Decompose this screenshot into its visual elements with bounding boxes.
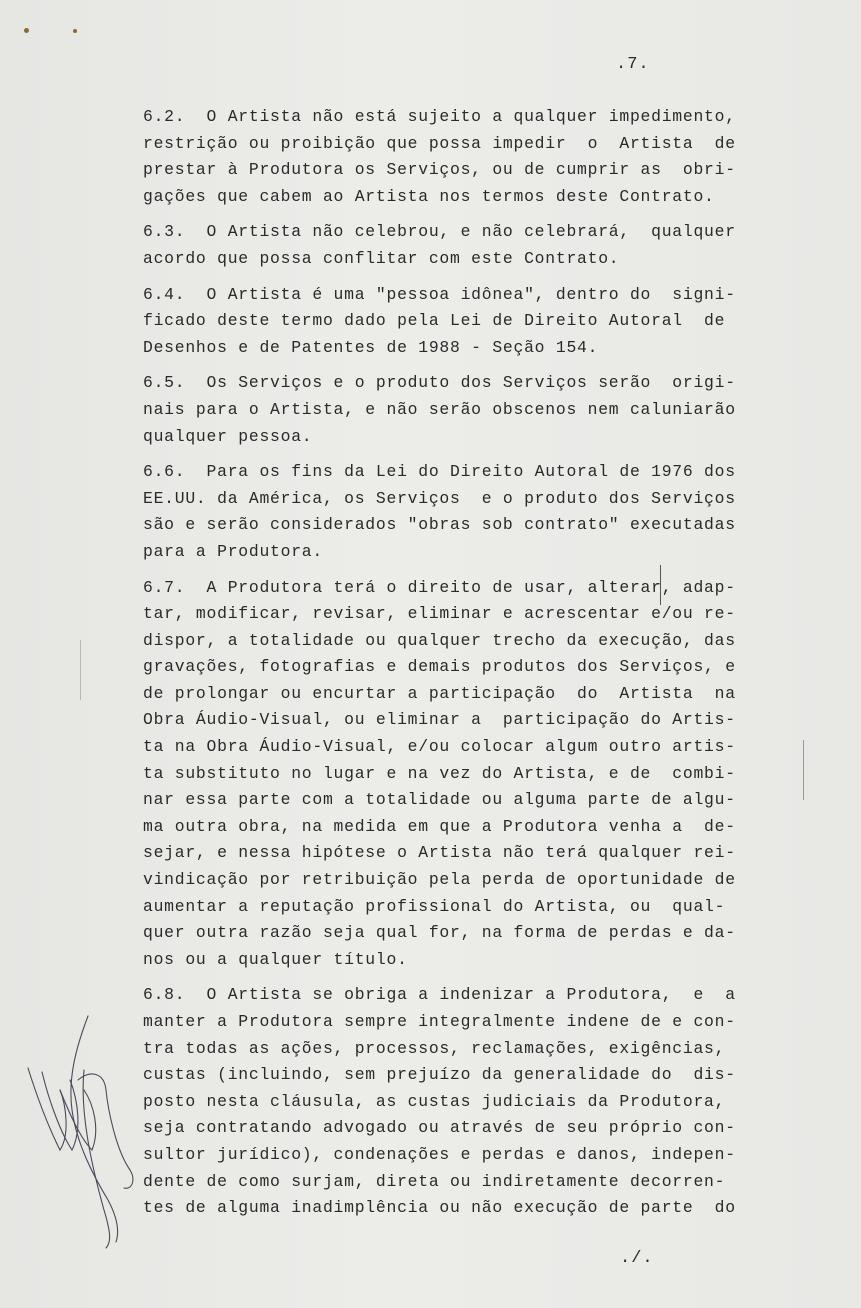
text-line: 6.2. O Artista não está sujeito a qualquer impedimento, — [143, 107, 736, 126]
text-line: nos ou a qualquer título. — [143, 949, 408, 969]
paper-speck — [73, 29, 77, 33]
scan-artifact-line — [803, 740, 804, 800]
text-line: ma outra obra, na medida em que a Produtora venha a de- — [143, 816, 736, 836]
clause-6-5 — [143, 370, 743, 450]
text-line: para a Produtora. — [143, 541, 323, 561]
text-line: 6.5. Os Serviços e o produto dos Serviços serão origi- — [143, 373, 736, 393]
text-line: 6.7. A Produtora terá o direito de usar, alterar, adap- — [143, 577, 736, 597]
text-line: 6.6. Para os fins da Lei do Direito Autoral de 1976 dos — [143, 462, 736, 482]
text-line: tar, modificar, revisar, eliminar e acrescentar e/ou re- — [143, 604, 736, 624]
text-line: Obra Áudio-Visual, ou eliminar a participação do Artis- — [143, 710, 736, 730]
text-line: são e serão considerados "obras sob contrato" executadas — [143, 515, 736, 535]
text-line: ta na Obra Áudio-Visual, e/ou colocar algum outro artis- — [143, 737, 736, 757]
page-number: .7. — [616, 55, 650, 74]
clause-6-2 — [143, 104, 743, 210]
text-line: ficado deste termo dado pela Lei de Direito Autoral de — [143, 311, 726, 331]
clause-6-4 — [143, 282, 743, 362]
text-line: prestar à Produtora os Serviços, ou de cumprir as obri- — [143, 160, 736, 180]
text-line: de prolongar ou encurtar a participação do Artista na — [143, 683, 736, 703]
text-line: sultor jurídico), condenações e perdas e danos, indepen- — [143, 1144, 736, 1164]
text-line: tes de alguma inadimplência ou não execução de parte do — [143, 1198, 736, 1218]
text-line: vindicação por retribuição pela perda de oportunidade de — [143, 870, 736, 890]
clause-6-3 — [143, 219, 743, 272]
contract-body — [143, 104, 743, 1231]
text-line: tra todas as ações, processos, reclamações, exigências, — [143, 1038, 726, 1058]
clause-6-7 — [143, 575, 743, 974]
text-line: gravações, fotografias e demais produtos dos Serviços, e — [143, 657, 736, 677]
text-line: custas (incluindo, sem prejuízo da generalidade do dis- — [143, 1065, 736, 1085]
text-line: dispor, a totalidade ou qualquer trecho da execução, das — [143, 630, 736, 650]
text-line: aumentar a reputação profissional do Artista, ou qual- — [143, 896, 726, 916]
text-line: EE.UU. da América, os Serviços e o produto dos Serviços — [143, 488, 736, 508]
text-line: quer outra razão seja qual for, na forma de perdas e da- — [143, 923, 736, 943]
text-line: seja contratando advogado ou através de seu próprio con- — [143, 1118, 736, 1138]
text-line: qualquer pessoa. — [143, 426, 313, 446]
text-line: manter a Produtora sempre integralmente indene de e con- — [143, 1012, 736, 1031]
text-line: posto nesta cláusula, as custas judiciais da Produtora, — [143, 1091, 726, 1111]
text-line: nar essa parte com a totalidade ou alguma parte de algu- — [143, 790, 736, 810]
text-line: gações que cabem ao Artista nos termos deste Contrato. — [143, 186, 715, 206]
text-line: restrição ou proibição que possa impedir o Artista de — [143, 133, 736, 153]
clause-6-6 — [143, 459, 743, 565]
clause-6-8 — [143, 982, 743, 1221]
text-line: acordo que possa conflitar com este Contrato. — [143, 248, 620, 268]
handwritten-signature — [20, 1010, 140, 1250]
text-line: nais para o Artista, e não serão obscenos nem caluniarão — [143, 399, 736, 419]
scan-artifact-line — [80, 640, 81, 700]
text-line: ta substituto no lugar e na vez do Artista, e de combi- — [143, 763, 736, 783]
paper-speck — [24, 28, 29, 33]
text-line: dente de como surjam, direta ou indiretamente decorren- — [143, 1171, 726, 1191]
text-line: Desenhos e de Patentes de 1988 - Seção 154. — [143, 337, 599, 357]
text-line: 6.8. O Artista se obriga a indenizar a Produtora, e a — [143, 985, 736, 1005]
text-line: 6.4. O Artista é uma "pessoa idônea", dentro do signi- — [143, 284, 736, 304]
text-line: 6.3. O Artista não celebrou, e não celebrará, qualquer — [143, 222, 736, 242]
continuation-mark: ./. — [620, 1249, 654, 1268]
text-line: sejar, e nessa hipótese o Artista não terá qualquer rei- — [143, 843, 736, 863]
